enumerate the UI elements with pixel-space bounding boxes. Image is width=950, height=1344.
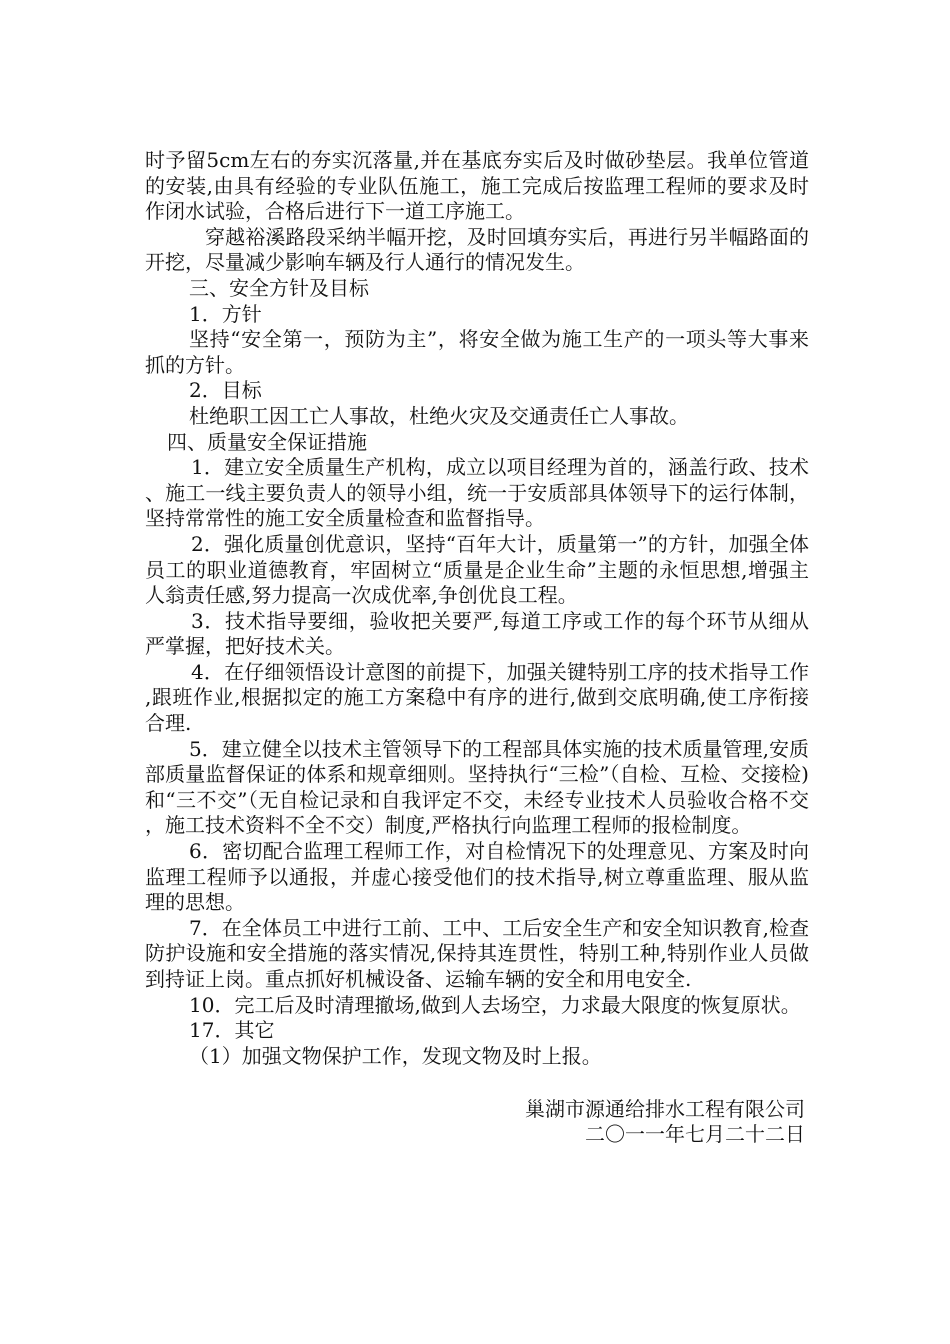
paragraph-road-crossing: 穿越裕溪路段采纳半幅开挖，及时回填夯实后，再进行另半幅路面的开挖，尽量减少影响车辆及行人通行的情况发生。 [145,224,809,275]
subheading-target: 2．目标 [189,378,262,403]
paragraph-target: 杜绝职工因工亡人事故，杜绝火灾及交通责任亡人事故。 [189,403,689,428]
measure-subitem-1: （1）加强文物保护工作，发现文物及时上报。 [189,1043,602,1068]
measure-item-17: 17．其它 [189,1018,275,1043]
signature-date: 二〇一一年七月二十二日 [585,1122,805,1146]
measure-item-1: 1．建立安全质量生产机构，成立以项目经理为首的，涵盖行政、技术、施工一线主要负责人的领导小组，统一于安质部具体领导下的运行体制，坚持常常性的施工安全质量检查和监督指导。 [145,455,809,531]
heading-quality-measures: 四、质量安全保证措施 [167,429,367,454]
document-body [145,148,809,1069]
measure-item-4: 4．在仔细领悟设计意图的前提下，加强关键特别工序的技术指导工作,跟班作业,根据拟定的施工方案稳中有序的进行,做到交底明确,使工序衔接合理. [145,659,809,736]
heading-safety-policy: 三、安全方针及目标 [189,275,369,300]
measure-item-5: 5．建立健全以技术主管领导下的工程部具体实施的技术质量管理,安质部质量监督保证的体系和规章细则。坚持执行“三检”（自检、互检、交接检)和“三不交”（无自检记录和自我评定不交，未经专业技术人员验收合格不交，施工技术资料不全不交）制度,严格执行向监理工程师的报检制度。 [145,736,809,838]
measure-item-3: 3．技术指导要细，验收把关要严,每道工序或工作的每个环节从细从严掌握，把好技术关。 [145,608,809,659]
measure-item-6: 6．密切配合监理工程师工作，对自检情况下的处理意见、方案及时向监理工程师予以通报，并虚心接受他们的技术指导,树立尊重监理、服从监理的思想。 [145,839,809,915]
paragraph-backfill: 时予留5cm左右的夯实沉落量,并在基底夯实后及时做砂垫层。我单位管道的安装,由具有经验的专业队伍施工，施工完成后按监理工程师的要求及时作闭水试验，合格后进行下一道工序施工。 [145,148,809,224]
measure-item-10: 10．完工后及时清理撤场,做到人去场空，力求最大限度的恢复原状。 [189,992,801,1017]
measure-item-7: 7．在全体员工中进行工前、工中、工后安全生产和安全知识教育,检查防护设施和安全措施的落实情况,保持其连贯性，特别工种,特别作业人员做到持证上岗。重点抓好机械设备、运输车辆的安全和用电安全. [145,915,809,991]
measure-item-2: 2．强化质量创优意识，坚持“百年大计，质量第一”的方针，加强全体员工的职业道德教育，牢固树立“质量是企业生命”主题的永恒思想,增强主人翁责任感,努力提高一次成优率,争创优良工程。 [145,531,809,608]
subheading-policy: 1．方针 [189,301,262,326]
signature-company: 巢湖市源通给排水工程有限公司 [525,1097,805,1121]
paragraph-policy: 坚持“安全第一，预防为主”，将安全做为施工生产的一项头等大事来抓的方针。 [145,327,809,377]
